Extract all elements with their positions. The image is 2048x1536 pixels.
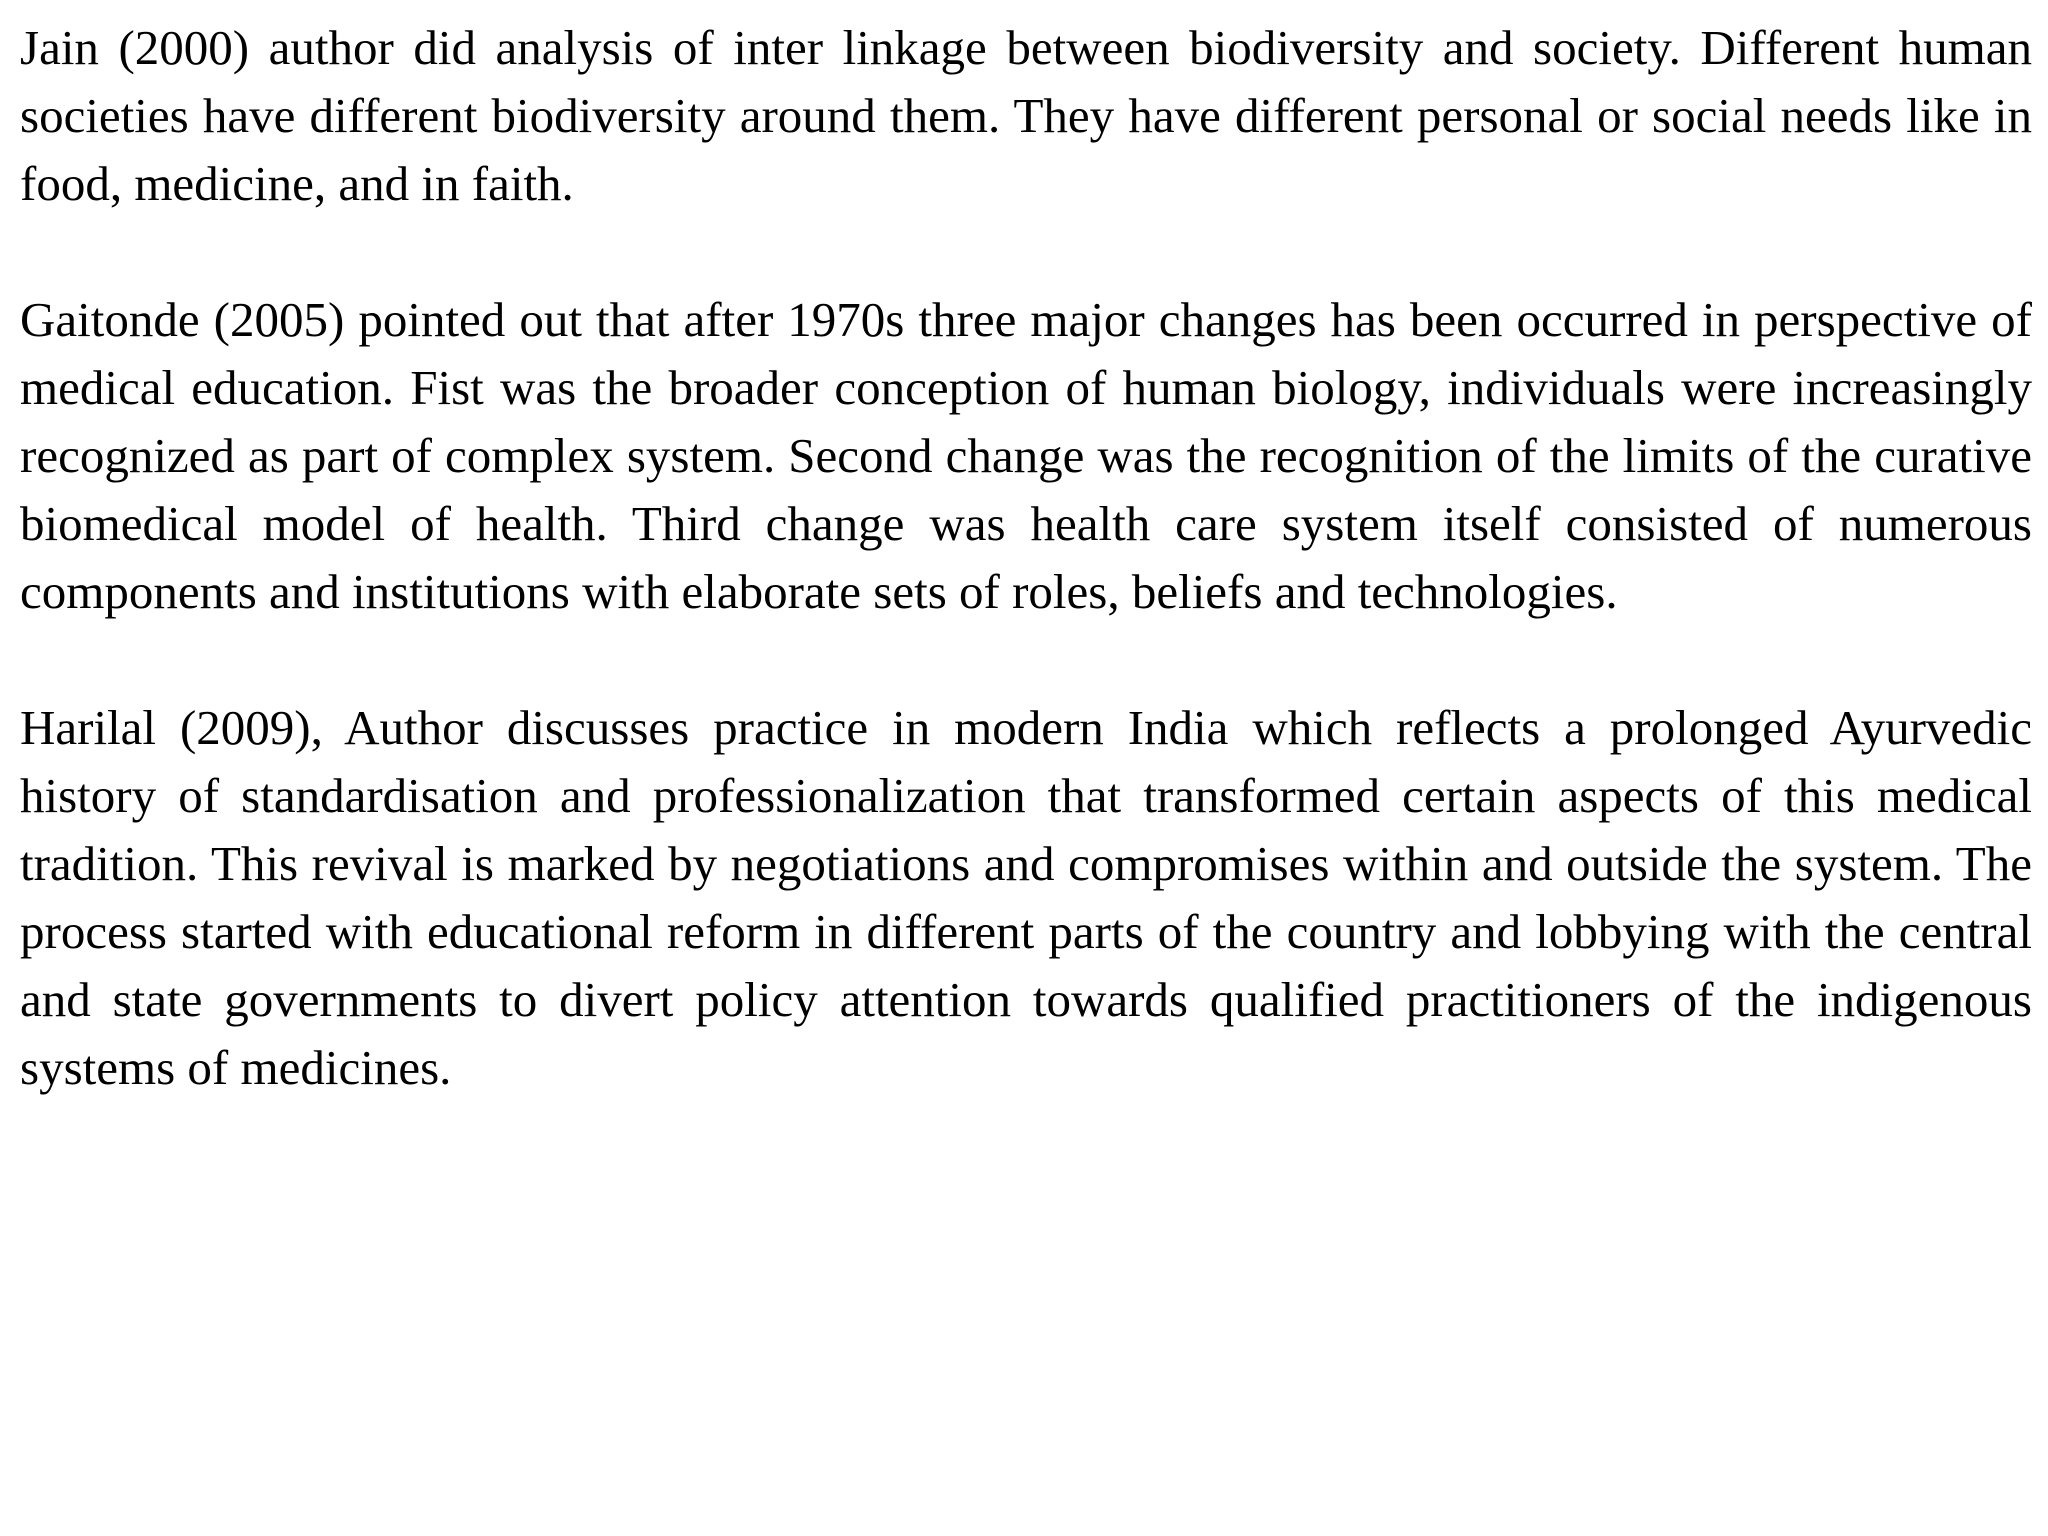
paragraph-jain-2000: Jain (2000) author did analysis of inter linkage between biodiversity and society. Different human societies have different biodiversity around them. They have different personal or social needs like in food, medicine, and in faith.	[20, 20, 2032, 211]
paragraph-gaitonde-2005: Gaitonde (2005) pointed out that after 1970s three major changes has been occurred in perspective of medical education. Fist was the broader conception of human biology, individuals were increasingly recognized as part of complex system. Second change was the recognition of the limits of the curative biomedical model of health. Third change was health care system itself consisted of numerous components and institutions with elaborate sets of roles, beliefs and technologies.	[20, 292, 2032, 619]
paragraph-harilal-2009: Harilal (2009), Author discusses practice in modern India which reflects a prolonged Ayurvedic history of standardisation and professionalization that transformed certain aspects of this medical tradition. This revival is marked by negotiations and compromises within and outside the system. The process started with educational reform in different parts of the country and lobbying with the central and state governments to divert policy attention towards qualified practitioners of the indigenous systems of medicines.	[20, 700, 2032, 1095]
document-page	[20, 14, 2032, 1102]
